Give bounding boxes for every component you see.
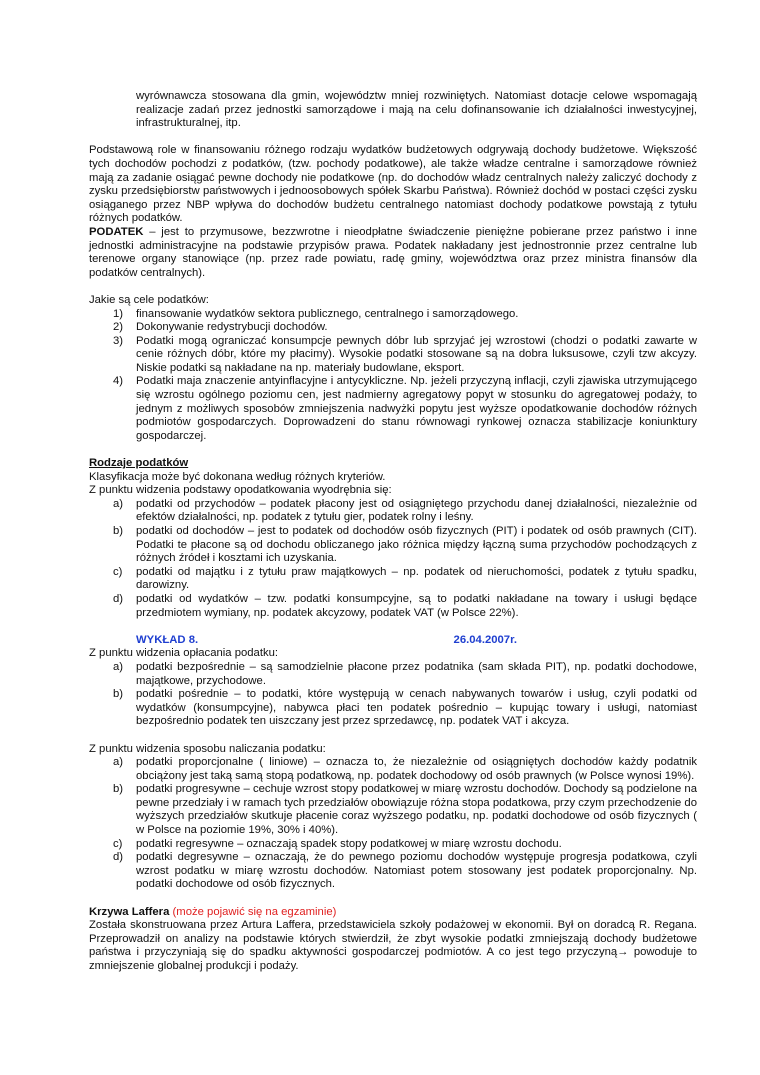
definition-text: – jest to przymusowe, bezzwrotne i nieodpłatne świadczenie pieniężne pobierane przez państwo i inne jednostki administracyjne na podstawie przypisów prawa. Podatek nakładany jest jednostronnie przez centralne lub terenowe organy stanowiące (np. przez rade powiatu, radę gminy, województwa oraz przez ministra finansów dla podatków centralnych). [89,225,697,279]
classification-line: Klasyfikacja może być dokonana według różnych kryteriów. [89,470,386,483]
list-item [89,308,697,322]
list-marker: b) [113,525,124,537]
list-text: Podatki mogą ograniczać konsumpcje pewnych dóbr lub sprzyjać jej wzrostowi (chodzi o podatki zawarte w cenie różnych dóbr, które my płacimy). Wysokie podatki stosowane są na dobra luksusowe, czyli tzw akcyzy. Niskie podatki są nakładane na np. materiały budowlane, eksport. [136,334,697,374]
list-marker: 3) [113,334,124,347]
list-marker: a) [113,497,124,510]
intro-continuation: wyrównawcza stosowana dla gmin, województw mniej rozwiniętych. Natomiast dotacje celowe wspomagają realizacje zadań przez jednostki samorządowe i mają na celu dofinansowanie ich działalności inwestycyjnej, infrastrukturalnej, itp. [136,90,697,130]
paragraph-tax-definition [89,226,697,280]
list-text: podatki od przychodów – podatek płacony jest od osiągniętego przychodu danej działalności, niezależnie od efektów działalności, np. podatek z tytułu gier, podatek rolny i leśny. [136,497,697,524]
list-text: podatki degresywne – oznaczają, że do pewnego poziomu dochodów występuje progresja podatkowa, czyli wzrost podatku w miarę wzrostu dochodów. Natomiast potem stosowany jest podatek proporcjonalny. Np. podatki dochodowe od osób fizycznych. [136,851,697,891]
list-marker: d) [113,851,124,864]
term-podatek: PODATEK [89,225,144,238]
lecture-title: WYKŁAD 8. [136,633,199,646]
list-item [89,321,697,335]
list-item [89,851,697,892]
laffer-paragraph: Została skonstruowana przez Artura Laffera, przedstawiciela szkoły podażowej w ekonomii. Był on doradcą R. Regana. Przeprowadził on analizy na podstawie których stwierdził, że zbyt wysokie podatki zmniejszają dochody budżetowe państwa i przyczyniają się do spadku aktywności gospodarczej podmiotów. A co jest tego przyczyną→ powoduje to zmniejszenie globalnej produkcji i podaży. [89,919,697,972]
list-text: podatki od dochodów – jest to podatek od dochodów osób fizycznych (PIT) i podatek od osób prawnych (CIT). Podatki te płacone są od dochodu obliczanego jako różnica między łączną suma przychodów pochodzących z różnych źródeł i kosztami ich uzyskania. [136,525,697,565]
list-text: Dokonywanie redystrybucji dochodów. [136,321,328,334]
list-item [89,566,697,593]
list-item [89,375,697,443]
document-page [89,90,697,974]
list-item [89,661,697,688]
laffer-heading-line [89,906,697,920]
list-marker: a) [113,756,124,769]
goals-heading: Jakie są cele podatków: [89,293,209,306]
list-text: podatki bezpośrednie – są samodzielnie płacone przez podatnika (sam składa PIT), np. podatki dochodowe, majątkowe, przychodowe. [136,660,697,687]
list-text: podatki regresywne – oznaczają spadek stopy podatkowej w miarę wzrostu dochodu. [136,837,562,850]
list-text: podatki od wydatków – tzw. podatki konsumpcyjne, są to podatki nakładane na towary i usługi będące przedmiotem wymiany, np. podatek akcyzowy, podatek VAT (w Polsce 22%). [136,592,697,619]
list-item [89,783,697,837]
list-text: Podatki maja znaczenie antyinflacyjne i antycykliczne. Np. jeżeli przyczyną inflacji, czyli zjawiska utrzymującego się wzrostu ogólnego poziomu cen, jest nadmierny agregatowy popyt w stosunku do agregatowej podaży, to jednym z możliwych sposobów zmniejszenia nadwyżki popytu jest wyższe opodatkowanie dochodów różnych podmiotów gospodarczych. Doprowadzeni do stanu równowagi rynkowej oznacza stabilizacje koniunktury gospodarczej. [136,375,697,442]
laffer-heading: Krzywa Laffera [89,905,170,918]
list-marker: c) [113,837,123,850]
list-marker: 1) [113,307,124,320]
types-list [89,498,697,620]
paragraph-budget-revenue: Podstawową role w finansowaniu różnego rodzaju wydatków budżetowych odgrywają dochody budżetowe. Większość tych dochodów pochodzi z podatków, (tzw. pochody podatkowe), ale także władze centralne i samorządowe również mają za zadanie osiągać pewne dochody nie podatkowe (np. do dochodów władz centralnych należy zaliczyć dochody z zysku przedsiębiorstw państwowych i jednoosobowych spółek Skarbu Państwa). Również dochód w postaci części zysku osiąganego przez NBP wpływa do dochodów budżetu centralnego natomiast dochody podatkowe powstają z tytułu różnych podatków. [89,144,697,225]
list-marker: b) [113,783,124,796]
list-item [89,688,697,729]
list-marker: b) [113,688,124,701]
list-text: podatki proporcjonalne ( liniowe) – oznacza to, że niezależnie od osiągniętych dochodów każdy podatnik obciążony jest taką samą stopą podatkową, np. podatek dochodowy od osób prawnych (w Polsce wynosi 19%). [136,756,697,782]
lecture-date: 26.04.2007r. [453,633,517,646]
list-marker: 4) [113,375,124,388]
payment-list [89,661,697,729]
basis-line: Z punktu widzenia podstawy opodatkowania wyodrębnia się: [89,484,392,497]
calculation-list [89,756,697,892]
list-item [89,525,697,566]
goals-list [89,308,697,444]
calculation-heading: Z punktu widzenia sposobu naliczania podatku: [89,742,326,755]
list-item [89,838,697,852]
list-text: finansowanie wydatków sektora publicznego, centralnego i samorządowego. [136,307,519,320]
list-marker: c) [113,565,123,578]
list-text: podatki pośrednie – to podatki, które występują w cenach nabywanych towarów i usług, czyli podatki od wydatków (konsumpcyjne), nabywca płaci ten podatek pośrednio – kupując towary i usługi, natomiast bezpośrednio podatek ten uiszczany jest przez sprzedawcę, np. podatek VAT i akcyza. [136,688,697,728]
list-text: podatki od majątku i z tytułu praw majątkowych – np. podatek od nieruchomości, podatek z tytułu spadku, darowizny. [136,565,697,592]
list-marker: 2) [113,321,124,334]
list-item [89,756,697,783]
list-item [89,335,697,376]
list-item [89,593,697,620]
exam-note: (może pojawić się na egzaminie) [172,905,337,918]
list-marker: d) [113,592,124,605]
payment-heading: Z punktu widzenia opłacania podatku: [89,647,279,660]
list-marker: a) [113,660,124,673]
lecture-header [89,634,697,648]
list-text: podatki progresywne – cechuje wzrost stopy podatkowej w miarę wzrostu dochodów. Dochody są podzielone na pewne przedziały i w ramach tych przedziałów obowiązuje różna stopa podatkowa, przy czym przechodzenie do wyższych przedziałów skutkuje płacenie coraz wyższego podatku, np. podatki dochodowe od osób fizycznych ( w Polsce na poziomie 19%, 30% i 40%). [136,783,697,837]
list-item [89,498,697,525]
section-heading-types: Rodzaje podatków [89,457,189,470]
